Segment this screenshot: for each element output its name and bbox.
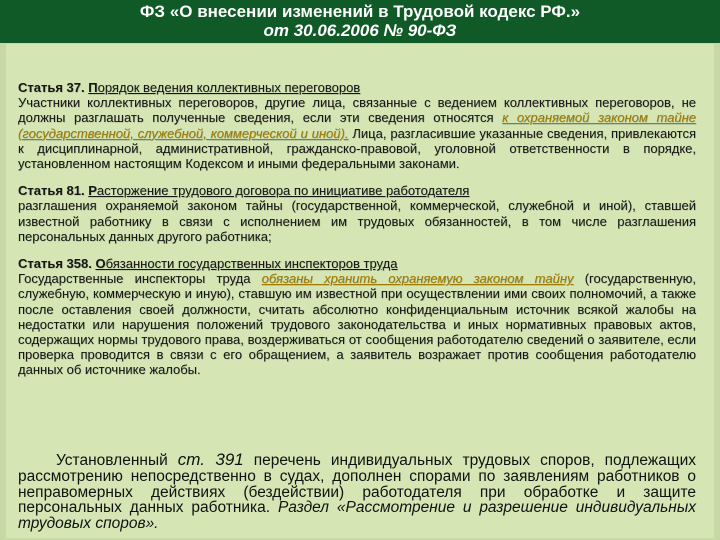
slide-header [0, 0, 720, 43]
header-title: ФЗ «О внесении изменений в Трудовой кодекс РФ.» [139, 2, 581, 21]
summary-section-ref: Раздел «Рассмотрение и разрешение индивидуальных трудовых споров». [18, 499, 696, 533]
article-title-text: бязанности государственных инспекторов труда [105, 256, 398, 272]
article-number: Статья 37. [18, 80, 85, 95]
article-section [18, 183, 696, 244]
article-title [95, 256, 397, 271]
article-title-text: асторжение трудового договора по инициативе работодателя [96, 183, 470, 199]
article-heading [18, 183, 696, 198]
summary-text: Установленный [56, 452, 178, 469]
summary-paragraph [18, 452, 696, 532]
article-title-initial: П [88, 80, 98, 95]
article-text: Участники коллективных переговоров, другие лица, связанные с ведением коллективных переговоров, не должны разглашать полученные сведения, если эти сведения относятся [18, 95, 696, 126]
highlighted-text: к охраняемой законом тайне (государственной, служебной, коммерческой и иной). [18, 110, 697, 141]
article-text: (государственную, служебную, коммерческую и иную), ставшую им известной при осуществлении ими своих полномочий, а также после оставления своей должности, считать абсолютно конфиденциальным источник всякой жалобы на недостатки или нарушения положений трудового законодательства и иных нормативных правовых актов, содержащих нормы трудового права, воздерживаться от сообщения работодателю сведений о заявителе, если проверка проводится в связи с его обращением, а заявитель возражает против сообщения работодателю данных об источнике жалобы. [18, 271, 697, 378]
article-number: Статья 81. [18, 183, 85, 199]
article-number: Статья 358. [18, 256, 92, 272]
article-title [88, 183, 469, 198]
summary-text: перечень индивидуальных трудовых споров, подлежащих рассмотрению непосредственно в судах, дополнен спорами по заявлениям работников о неправомерных действиях (бездействии) работодателя при обработке и защите персональных данных работника. [18, 452, 697, 517]
article-heading [18, 80, 696, 95]
article-heading [18, 256, 696, 271]
highlighted-text: обязаны хранить охраняемую законом тайну [261, 271, 574, 287]
article-text: Государственные инспекторы труда [18, 271, 262, 287]
article-text: Лица, разгласившие указанные сведения, привлекаются к дисциплинарной, административной, гражданско-правовой, уголовной ответственности в порядке, установленном настоящим Кодексом и иными федеральными законами. [18, 125, 696, 172]
article-section [18, 80, 696, 171]
article-title-text: орядок ведения коллективных переговоров [97, 80, 361, 95]
articles-list [18, 80, 696, 390]
article-body [18, 271, 696, 377]
article-body [18, 95, 696, 171]
header-subtitle: от 30.06.2006 № 90-ФЗ [263, 21, 457, 40]
article-section [18, 256, 696, 378]
article-title-initial: Р [88, 183, 97, 199]
article-title-initial: О [95, 256, 106, 272]
article-title [88, 80, 360, 95]
summary-article-ref: ст. 391 [177, 450, 244, 469]
article-text: разглашения охраняемой законом тайны (государственной, коммерческой, служебной и иной), ставшей известной работнику в связи с исполнением им трудовых обязанностей, в том числе разглашения персональных данных другого работника; [18, 198, 696, 244]
article-body [18, 198, 696, 244]
